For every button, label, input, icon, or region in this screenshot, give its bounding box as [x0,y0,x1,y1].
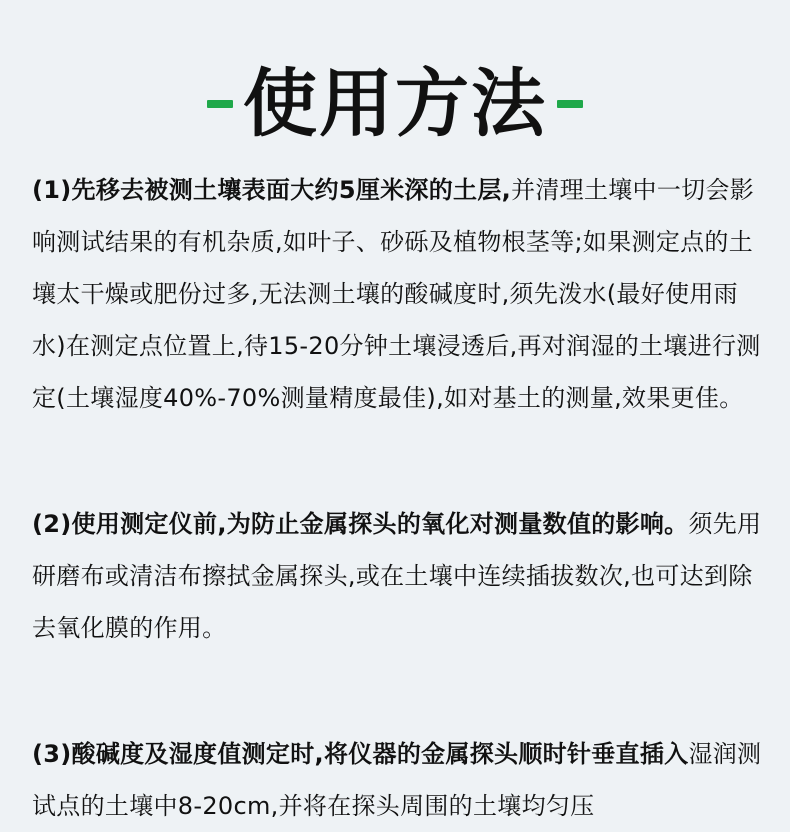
paragraph-gap [32,654,762,728]
title-dash-right [557,100,583,108]
instruction-step-2 [32,498,762,654]
instructions-content [32,164,762,832]
step-1-body: 并清理土壤中一切会影响测试结果的有机杂质,如叶子、砂砾及植物根茎等;如果测定点的土壤太干燥或肥份过多,无法测土壤的酸碱度时,须先泼水(最好使用雨水)在测定点位置上,待15-20分钟土壤浸透后,再对润湿的土壤进行测定(土壤湿度40%-70%测量精度最佳),如对基土的测量,效果更佳。 [32,176,761,412]
step-3-body: 湿润测试点的土壤中8-20cm,并将在探头周围的土壤均匀压 [32,740,762,820]
step-2-lead: (2)使用测定仪前,为防止金属探头的氧化对测量数值的影响。 [32,510,689,538]
page-title: 使用方法 [243,61,547,147]
paragraph-gap [32,424,762,498]
step-2-body: 须先用研磨布或清洁布擦拭金属探头,或在土壤中连续插拔数次,也可达到除去氧化膜的作用。 [32,510,762,642]
instruction-step-3 [32,728,762,832]
step-1-lead: (1)先移去被测土壤表面大约5厘米深的土层, [32,176,512,204]
title-dash-left [207,100,233,108]
instruction-step-1 [32,164,762,424]
step-3-lead: (3)酸碱度及湿度值测定时,将仪器的金属探头顺时针垂直插入 [32,740,689,768]
title-row [0,62,790,146]
